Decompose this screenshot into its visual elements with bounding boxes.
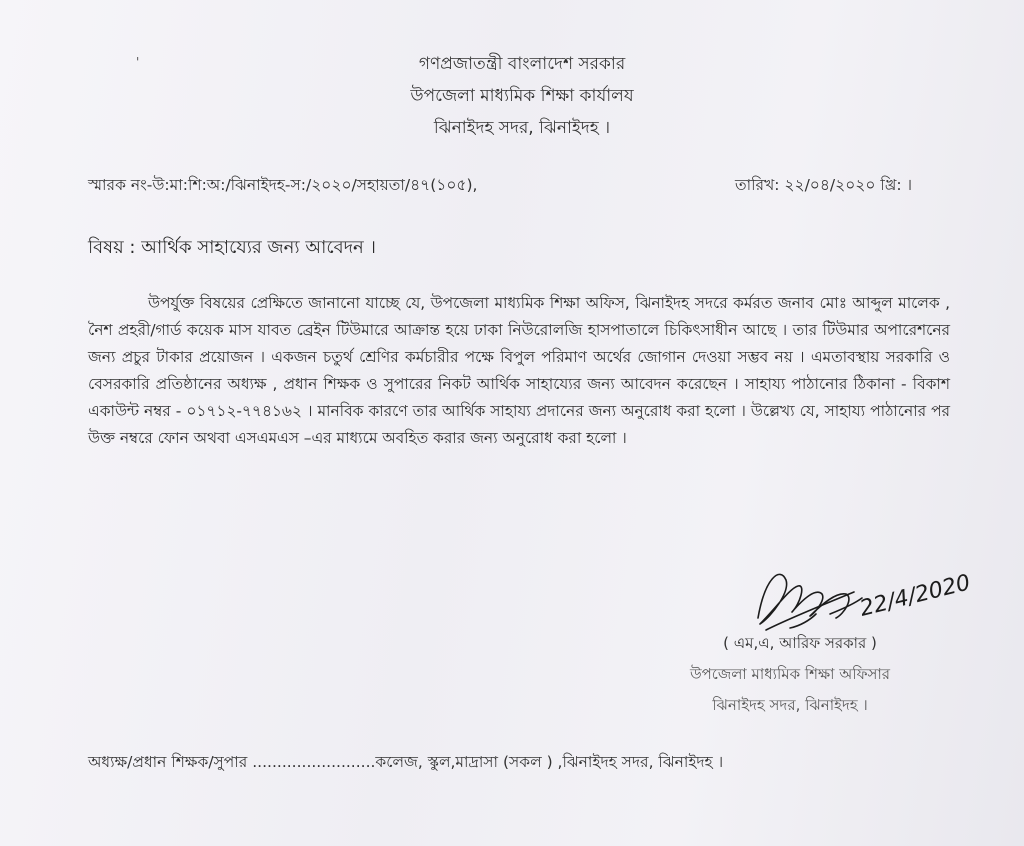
letterhead-government: গণপ্রজাতন্ত্রী বাংলাদেশ সরকার bbox=[418, 54, 626, 74]
signatory-block bbox=[640, 628, 940, 721]
recipient-line: অধ্যক্ষ/প্রধান শিক্ষক/সুপার .........................কলেজ, স্কুল,মাদ্রাসা (সকল ) ,ঝিনাইদহ সদর, ঝিনাইদহ । bbox=[88, 753, 724, 771]
signature-date: 22/4/2020 bbox=[857, 570, 973, 622]
memo-date: তারিখ: ২২/০৪/২০২০ খ্রি: । bbox=[735, 176, 913, 194]
signatory-name: ( এম,এ, আরিফ সরকার ) bbox=[723, 634, 877, 652]
signatory-designation: উপজেলা মাধ্যমিক শিক্ষা অফিসার bbox=[689, 665, 891, 683]
letter-body-text: উপর্যুক্ত বিষয়ের প্রেক্ষিতে জানানো যাচ্ছে যে, উপজেলা মাধ্যমিক শিক্ষা অফিস, ঝিনাইদহ সদরে কর্মরত জনাব মোঃ আব্দুল মালেক , নৈশ প্রহরী/গার্ড কয়েক মাস যাবত ব্রেইন টিউমারে আক্রান্ত হয়ে ঢাকা নিউরোলজি হাসপাতালে চিকিৎসাধীন আছে । তার টিউমার অপারেশনের জন্য প্রচুর টাকার প্রয়োজন । একজন চতুর্থ শ্রেণির কর্মচারীর পক্ষে বিপুল পরিমাণ অর্থের জোগান দেওয়া সম্ভব নয় । এমতাবস্থায় সরকারি ও বেসরকারি প্রতিষ্ঠানের অধ্যক্ষ , প্রধান শিক্ষক ও সুপারের নিকট আর্থিক সাহায্যের জন্য আবেদন করেছেন । সাহায্য পাঠানোর ঠিকানা - বিকাশ একাউন্ট নম্বর - ০১৭১২-৭৭৪১৬২ । মানবিক কারণে তার আর্থিক সাহায্য প্রদানের জন্য অনুরোধ করা হলো । উল্লেখ্য যে, সাহায্য পাঠানোর পর উক্ত নম্বরে ফোন অথবা এসএমএস –এর মাধ্যমে অবহিত করার জন্য অনুরোধ করা হলো । bbox=[88, 294, 950, 447]
letterhead-location: ঝিনাইদহ সদর, ঝিনাইদহ । bbox=[433, 118, 611, 138]
memo-reference: স্মারক নং-উ:মা:শি:অ:/ঝিনাইদহ-স:/২০২০/সহায়তা/৪৭(১০৫), bbox=[88, 176, 478, 194]
stray-mark: ' bbox=[136, 55, 140, 69]
letter-body bbox=[88, 290, 950, 452]
letter-subject: বিষয় : আর্থিক সাহায্যের জন্য আবেদন । bbox=[88, 237, 376, 258]
letterhead bbox=[0, 48, 1024, 144]
signatory-location: ঝিনাইদহ সদর, ঝিনাইদহ । bbox=[712, 696, 868, 714]
letterhead-office: উপজেলা মাধ্যমিক শিক্ষা কার্যালয bbox=[410, 86, 634, 106]
